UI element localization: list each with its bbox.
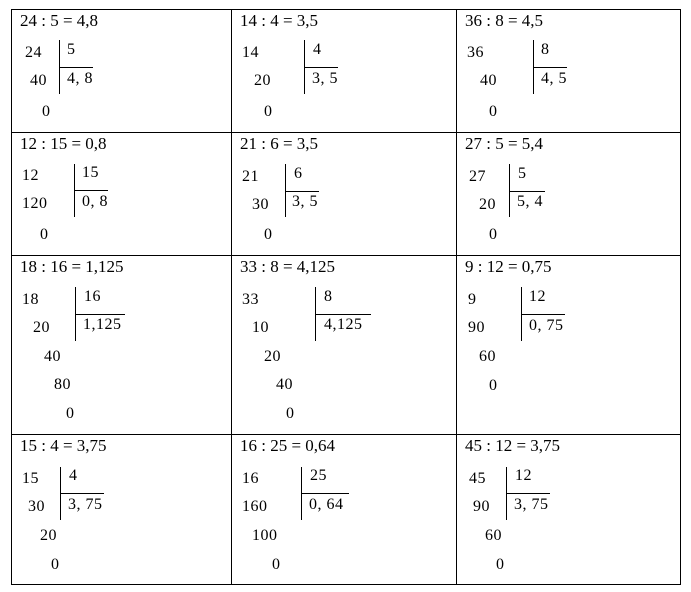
equation: 12 : 15 = 0,8 — [20, 134, 107, 153]
step-remainder: 80 — [54, 376, 71, 393]
divisor: 6 — [294, 165, 303, 182]
equation: 45 : 12 = 3,75 — [465, 436, 561, 455]
division-bar-horizontal — [315, 314, 371, 315]
step-remainder: 60 — [479, 348, 496, 365]
step-remainder: 0 — [489, 103, 498, 120]
divisor: 15 — [82, 164, 99, 181]
quotient: 3, 5 — [292, 193, 318, 210]
quotient: 0, 64 — [309, 496, 344, 513]
step-remainder: 0 — [496, 556, 505, 573]
step-remainder: 0 — [264, 103, 273, 120]
dividend: 36 — [467, 44, 484, 61]
divisor: 12 — [529, 288, 546, 305]
division-bar-horizontal — [285, 191, 319, 192]
division-bar-horizontal — [60, 493, 104, 494]
quotient: 4, 5 — [541, 70, 567, 87]
step-remainder: 0 — [489, 226, 498, 243]
step-remainder: 0 — [286, 405, 295, 422]
division-bar-horizontal — [509, 191, 545, 192]
dividend: 33 — [242, 291, 259, 308]
step-remainder: 20 — [254, 72, 271, 89]
step-remainder: 0 — [264, 226, 273, 243]
step-remainder: 90 — [473, 498, 490, 515]
dividend: 14 — [242, 44, 259, 61]
dividend: 27 — [469, 168, 486, 185]
division-cell — [457, 133, 680, 255]
equation: 18 : 16 = 1,125 — [20, 257, 124, 276]
equation: 27 : 5 = 5,4 — [465, 134, 544, 153]
equation: 15 : 4 = 3,75 — [20, 436, 107, 455]
division-bar-horizontal — [75, 314, 125, 315]
division-cell — [232, 256, 456, 434]
quotient: 4,125 — [324, 316, 363, 333]
divisor: 12 — [515, 467, 532, 484]
division-cell — [457, 435, 680, 584]
division-bar-horizontal — [304, 67, 338, 68]
dividend: 21 — [242, 168, 259, 185]
division-cell — [457, 10, 680, 132]
step-remainder: 20 — [40, 527, 57, 544]
step-remainder: 120 — [22, 195, 48, 212]
dividend: 15 — [22, 470, 39, 487]
step-remainder: 40 — [480, 72, 497, 89]
division-bar-horizontal — [59, 67, 93, 68]
division-cell — [12, 435, 231, 584]
division-bar-horizontal — [301, 493, 349, 494]
division-cell — [232, 435, 456, 584]
step-remainder: 30 — [252, 196, 269, 213]
division-table — [11, 9, 681, 585]
division-bar-horizontal — [74, 190, 108, 191]
division-cell — [232, 133, 456, 255]
equation: 14 : 4 = 3,5 — [240, 11, 319, 30]
division-cell — [12, 256, 231, 434]
step-remainder: 0 — [272, 556, 281, 573]
divisor: 4 — [69, 467, 78, 484]
division-cell — [457, 256, 680, 434]
step-remainder: 20 — [33, 319, 50, 336]
step-remainder: 30 — [28, 498, 45, 515]
step-remainder: 40 — [30, 72, 47, 89]
divisor: 16 — [84, 288, 101, 305]
division-cell — [232, 10, 456, 132]
equation: 33 : 8 = 4,125 — [240, 257, 336, 276]
dividend: 9 — [468, 291, 477, 308]
quotient: 0, 8 — [82, 193, 108, 210]
divisor: 8 — [541, 41, 550, 58]
step-remainder: 0 — [40, 226, 49, 243]
quotient: 1,125 — [83, 316, 122, 333]
quotient: 3, 75 — [68, 496, 103, 513]
division-bar-horizontal — [533, 67, 567, 68]
step-remainder: 0 — [489, 377, 498, 394]
divisor: 8 — [324, 288, 333, 305]
quotient: 3, 75 — [514, 496, 549, 513]
step-remainder: 0 — [66, 405, 75, 422]
division-cell — [12, 133, 231, 255]
step-remainder: 160 — [242, 498, 268, 515]
quotient: 0, 75 — [529, 317, 564, 334]
step-remainder: 90 — [468, 319, 485, 336]
step-remainder: 20 — [264, 348, 281, 365]
quotient: 4, 8 — [67, 70, 93, 87]
step-remainder: 100 — [252, 527, 278, 544]
step-remainder: 60 — [485, 527, 502, 544]
equation: 36 : 8 = 4,5 — [465, 11, 544, 30]
quotient: 3, 5 — [312, 70, 338, 87]
dividend: 24 — [25, 44, 42, 61]
divisor: 5 — [67, 41, 76, 58]
equation: 9 : 12 = 0,75 — [465, 257, 552, 276]
dividend: 18 — [22, 291, 39, 308]
step-remainder: 10 — [252, 319, 269, 336]
step-remainder: 20 — [479, 196, 496, 213]
dividend: 12 — [22, 167, 39, 184]
divisor: 25 — [310, 467, 327, 484]
division-bar-horizontal — [506, 493, 550, 494]
equation: 16 : 25 = 0,64 — [240, 436, 336, 455]
dividend: 45 — [469, 470, 486, 487]
step-remainder: 0 — [42, 103, 51, 120]
equation: 21 : 6 = 3,5 — [240, 134, 319, 153]
step-remainder: 0 — [51, 556, 60, 573]
divisor: 5 — [518, 165, 527, 182]
divisor: 4 — [313, 41, 322, 58]
step-remainder: 40 — [44, 348, 61, 365]
division-bar-horizontal — [521, 314, 565, 315]
equation: 24 : 5 = 4,8 — [20, 11, 99, 30]
quotient: 5, 4 — [517, 193, 543, 210]
dividend: 16 — [242, 470, 259, 487]
division-cell — [12, 10, 231, 132]
step-remainder: 40 — [276, 376, 293, 393]
